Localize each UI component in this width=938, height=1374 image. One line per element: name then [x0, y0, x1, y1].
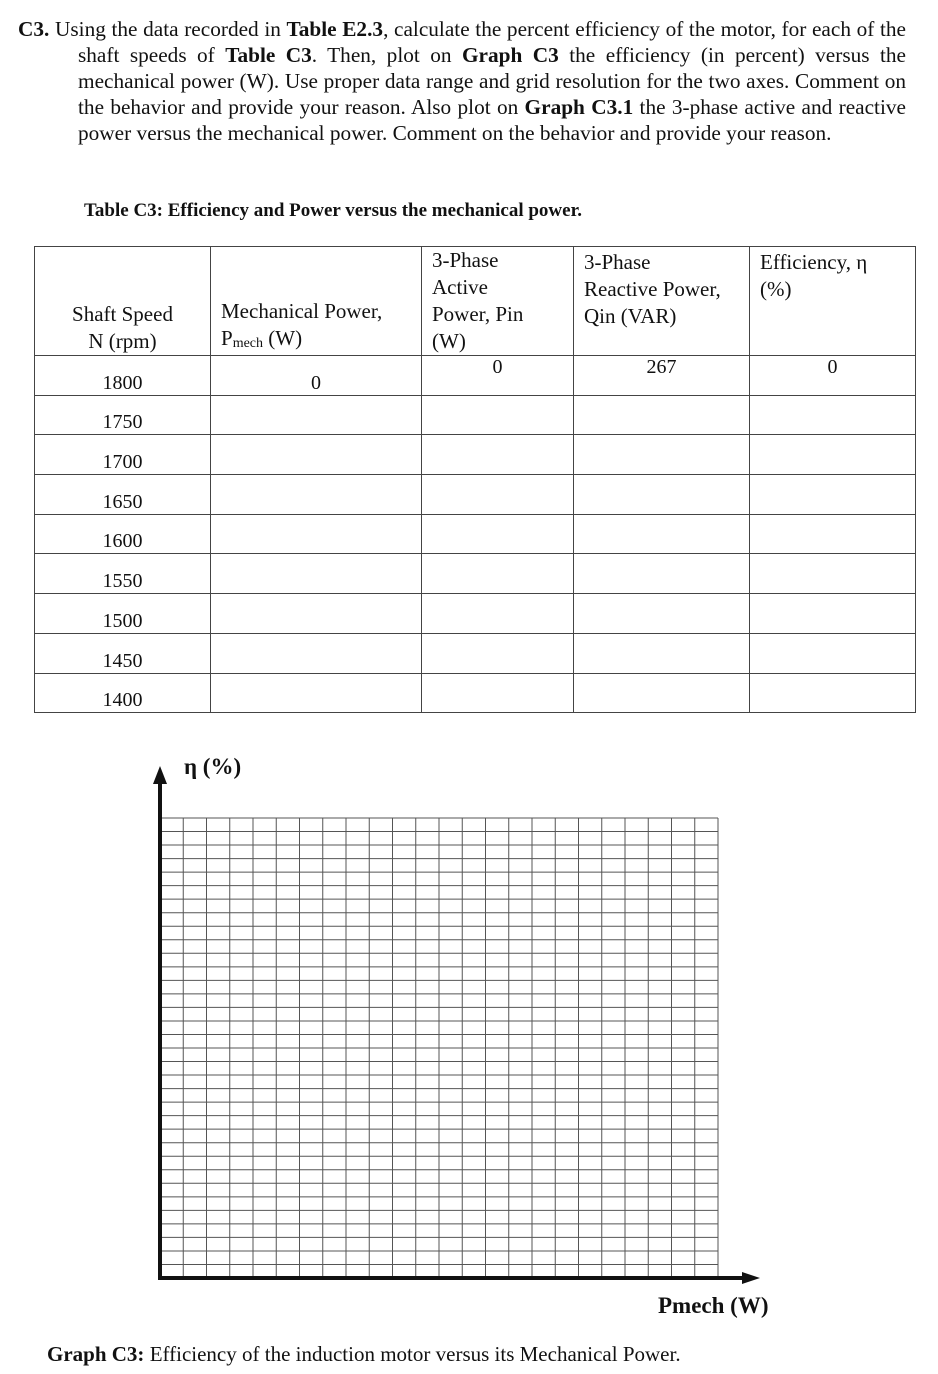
- x-axis-label: Pmech (W): [658, 1293, 769, 1318]
- mechanical-power-cell: 0: [211, 356, 422, 396]
- speed-cell: 1600: [35, 514, 211, 554]
- speed-cell: 1550: [35, 554, 211, 594]
- speed-cell: 1400: [35, 673, 211, 713]
- question-text: the efficiency (in percent) versus the mechanical power (W). Use proper data range and grid resolution for the two axes. Comment on the behavior and provide your reason. Also plot on: [78, 43, 907, 119]
- y-axis-label: η (%): [184, 754, 242, 779]
- question-text: Using the data recorded in: [49, 17, 287, 41]
- graph-grid: [160, 818, 718, 1278]
- ref-table-e23: Table E2.3: [286, 17, 384, 41]
- question-text: , calculate the percent efficiency of the motor, for each of the shaft speeds of: [78, 17, 906, 67]
- x-axis-arrow: [742, 1272, 760, 1284]
- question-text: the 3-phase active and reactive power versus the mechanical power. Comment on the behavior and provide your reason.: [78, 95, 906, 145]
- table-caption: Table C3: Efficiency and Power versus the mechanical power.: [84, 200, 583, 221]
- header-shaft-speed: Shaft Speed N (rpm): [35, 247, 211, 356]
- ref-table-c3: Table C3: [225, 43, 312, 67]
- ref-graph-c31: Graph C3.1: [524, 95, 634, 119]
- y-axis-arrow: [153, 766, 167, 784]
- question-number: C3.: [18, 17, 50, 41]
- speed-cell: 1750: [35, 395, 211, 435]
- header-efficiency: Efficiency, η (%): [750, 247, 916, 356]
- graph-caption: Graph C3: Efficiency of the induction motor versus its Mechanical Power.: [47, 1342, 681, 1366]
- header-mechanical-power: Mechanical Power, $P_{mech}$ (W): [211, 247, 422, 356]
- header-reactive-power: 3-Phase Reactive Power, Qin (VAR): [574, 247, 750, 356]
- question-text: . Then, plot on: [311, 43, 462, 67]
- speed-cell: 1650: [35, 475, 211, 515]
- speed-cell: 1800: [35, 356, 211, 396]
- speed-cell: 1700: [35, 435, 211, 475]
- speed-cell: 1500: [35, 594, 211, 634]
- efficiency-cell: 0: [750, 356, 916, 396]
- ref-graph-c3: Graph C3: [461, 43, 559, 67]
- reactive-power-cell: 267: [574, 356, 750, 396]
- header-active-power: 3-Phase Active Power, Pin (W): [422, 247, 574, 356]
- speed-cell: 1450: [35, 633, 211, 673]
- active-power-cell: 0: [422, 356, 574, 396]
